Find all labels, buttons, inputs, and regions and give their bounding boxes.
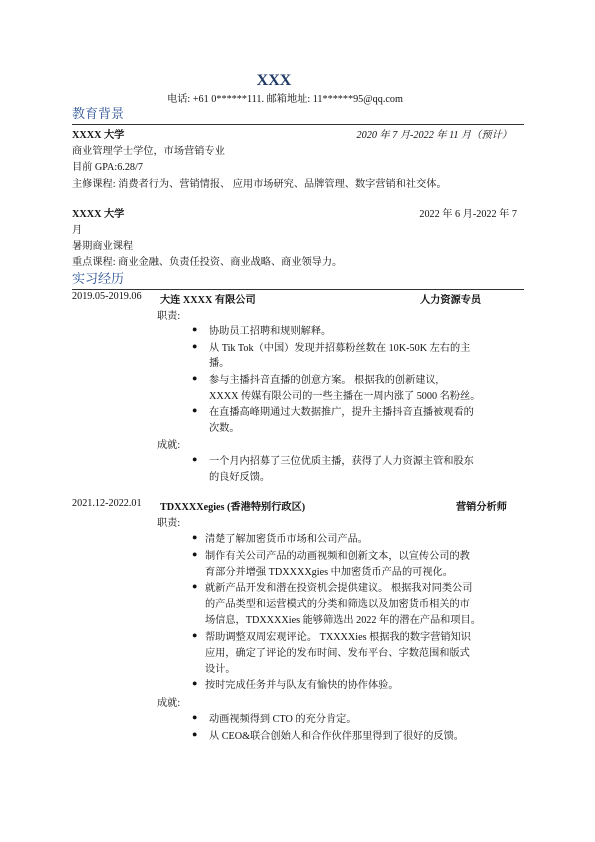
duty-item-continued: 场信息，TDXXXXies 能够筛选出 2022 年的潜在产品和项目。: [205, 615, 481, 626]
bullet-dot-icon: ●: [192, 341, 198, 351]
program: 暑期商业课程: [72, 241, 134, 252]
school-name: XXXX 大学: [72, 130, 125, 141]
duty-item-continued: 的产品类型和运营模式的分类和筛选以及加密货币相关的市: [205, 599, 470, 610]
company-name: 大连 XXXX 有限公司: [160, 295, 256, 306]
bullet-dot-icon: ●: [192, 630, 198, 640]
duty-item-continued: 次数。: [209, 423, 240, 434]
gpa: 目前 GPA:6.28/7: [72, 162, 143, 173]
bullet-dot-icon: ●: [192, 373, 198, 383]
courses: 主修课程: 消费者行为、营销情报、 应用市场研究、品牌管理、数字营销和社交体。: [72, 179, 447, 190]
courses: 重点课程: 商业金融、负责任投资、商业战略、商业领导力。: [72, 257, 343, 268]
job-dates: 2019.05-2019.06: [72, 291, 142, 302]
duties-label: 职责:: [157, 518, 181, 529]
duty-item: 参与主播抖音直播的创意方案。 根据我的创新建议,: [209, 375, 439, 386]
duty-item-continued: 设计。: [205, 664, 236, 675]
duty-item: 就新产品开发和潜在投资机会提供建议。 根据我对同类公司: [205, 583, 473, 594]
contact-line: 电话: +61 0******111. 邮箱地址: 11******95@qq.com: [167, 94, 403, 105]
bullet-dot-icon: ●: [192, 581, 198, 591]
section-divider: [72, 289, 524, 290]
company-name: TDXXXXegies (香港特别行政区): [160, 502, 306, 513]
section-title-internships: 实习经历: [72, 272, 125, 287]
candidate-name: XXX: [256, 72, 292, 89]
bullet-dot-icon: ●: [192, 549, 198, 559]
duty-item: 在直播高峰期通过大数据推广，提升主播抖音直播被观看的: [209, 407, 474, 418]
bullet-dot-icon: ●: [192, 405, 198, 415]
achievements-label: 成就:: [157, 698, 181, 709]
duty-item: 按时完成任务并与队友有愉快的协作体验。: [205, 680, 399, 691]
study-dates: 2022 年 6 月-2022 年 7: [419, 209, 517, 220]
bullet-dot-icon: ●: [192, 454, 198, 464]
job-role: 人力资源专员: [420, 295, 482, 306]
study-dates-continued: 月: [72, 225, 83, 236]
study-dates: 2020 年 7 月-2022 年 11 月（预计）: [356, 130, 512, 141]
duty-item: 帮助调整双周宏观评论。 TXXXXies 根据我的数字营销知识: [205, 632, 471, 643]
duty-item-continued: 育部分并增强 TDXXXXgies 中加密货币产品的可视化。: [205, 567, 453, 578]
duty-item-continued: 播。: [209, 358, 230, 369]
bullet-dot-icon: ●: [192, 712, 198, 722]
bullet-dot-icon: ●: [192, 532, 198, 542]
school-name: XXXX 大学: [72, 209, 125, 220]
bullet-dot-icon: ●: [192, 729, 198, 739]
achievement-item: 从 CEO&联合创始人和合作伙伴那里得到了很好的反馈。: [209, 731, 464, 742]
achievement-item: 动画视频得到 CTO 的充分肯定。: [209, 714, 357, 725]
degree: 商业管理学士学位，市场营销专业: [72, 146, 225, 157]
job-dates: 2021.12-2022.01: [72, 498, 142, 509]
duty-item: 从 Tik Tok（中国）发现并招募粉丝数在 10K-50K 左右的主: [209, 343, 471, 354]
job-role: 营销分析师: [456, 502, 507, 513]
duty-item-continued: 应用，确定了评论的发布时间、发布平台、字数范围和版式: [205, 648, 470, 659]
bullet-dot-icon: ●: [192, 678, 198, 688]
achievement-item-continued: 的良好反馈。: [209, 472, 271, 483]
section-divider: [72, 124, 524, 125]
section-title-education: 教育背景: [72, 107, 125, 122]
achievement-item: 一个月内招募了三位优质主播，获得了人力资源主管和股东: [209, 456, 474, 467]
duty-item: 清楚了解加密货币市场和公司产品。: [205, 534, 368, 545]
achievements-label: 成就:: [157, 440, 181, 451]
bullet-dot-icon: ●: [192, 324, 198, 334]
duties-label: 职责:: [157, 311, 181, 322]
duty-item: 协助员工招聘和规则解释。: [209, 326, 332, 337]
duty-item-continued: XXXX 传媒有限公司的一些主播在一周内涨了 5000 名粉丝。: [209, 391, 481, 402]
duty-item: 制作有关公司产品的动画视频和创新文本，以宣传公司的教: [205, 551, 470, 562]
